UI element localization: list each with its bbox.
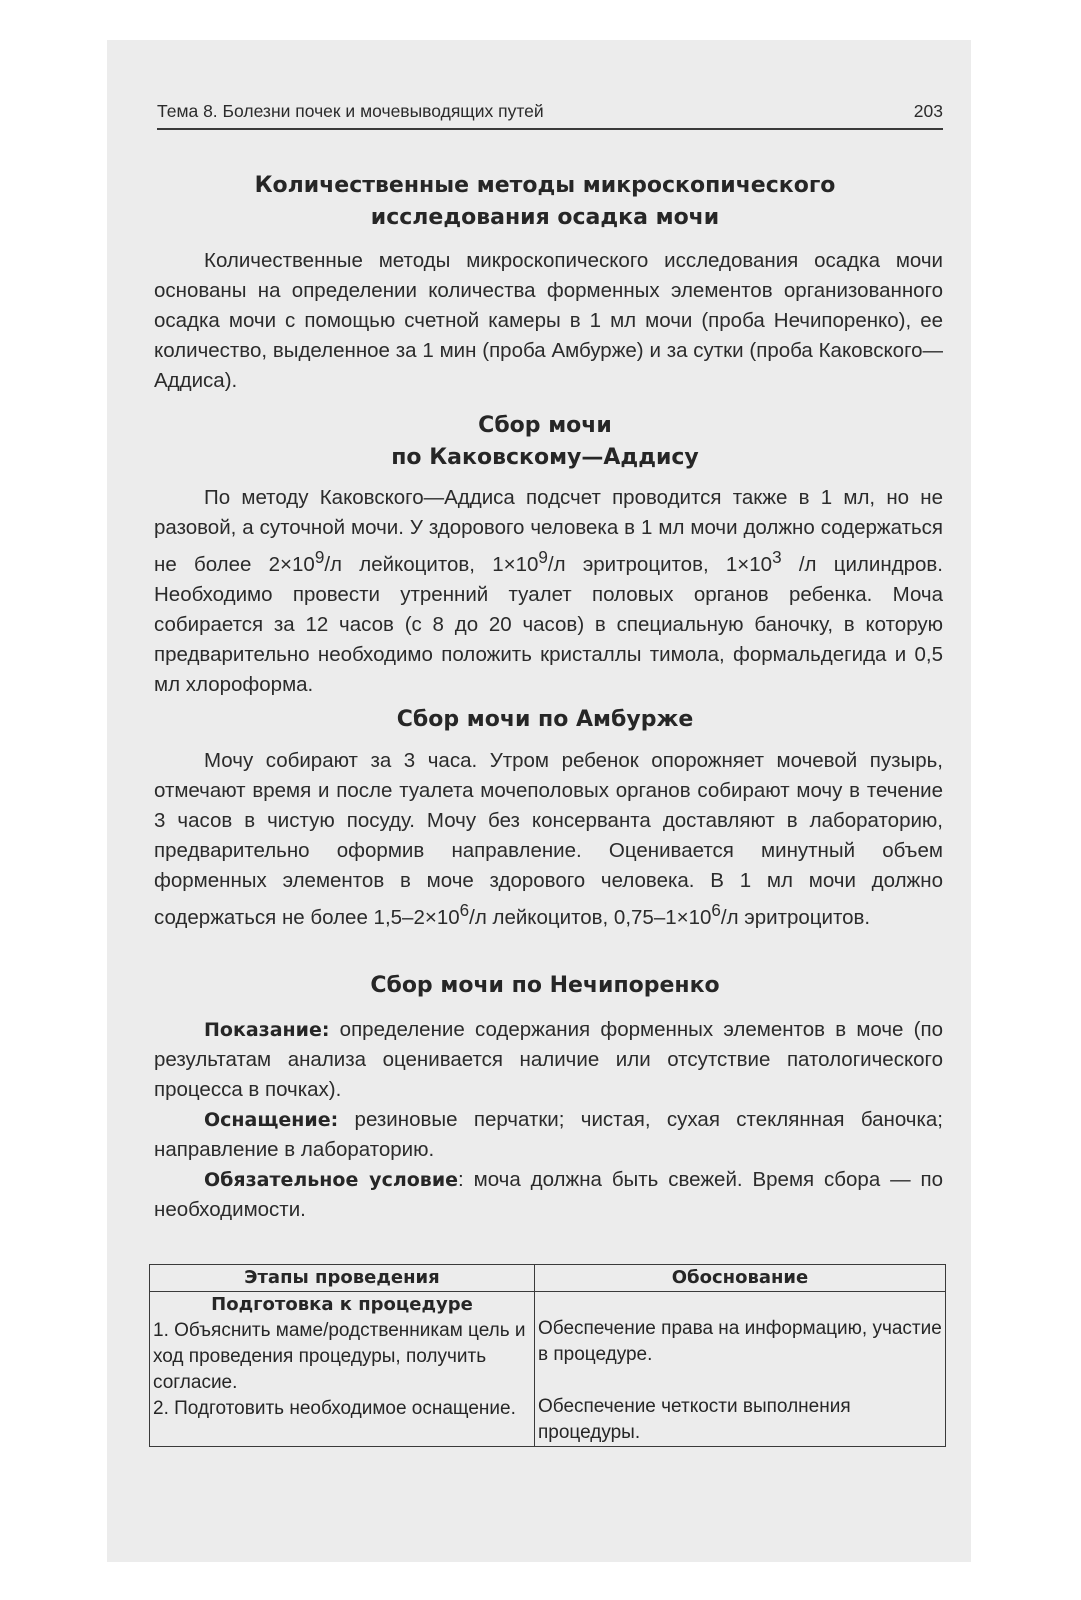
paragraph-quantitative-methods bbox=[154, 246, 943, 396]
header-title: Тема 8. Болезни почек и мочевыводящих путей bbox=[157, 101, 544, 121]
indication-label: Показание: bbox=[204, 1019, 330, 1041]
paragraph-text: Количественные методы микроскопического исследования осадка мочи основаны на определении количества форменных элементов организованного осадка мочи с помощью счетной камеры в 1 мл мочи (проба Нечипоренко), ее количество, выделенное за 1 мин (проба Амбурже) и за сутки (проба Каковского—Аддиса). bbox=[154, 249, 943, 392]
reason-2: Обеспечение четкости выполнения процедуры. bbox=[538, 1396, 851, 1443]
paragraph-text: определение содержания форменных элементов в моче (по результатам анализа оценивается наличие или отсутствие патологического процесса в почках). bbox=[154, 1018, 943, 1101]
paragraph-text: : моча должна быть свежей. Время сбора — по необходимости. bbox=[154, 1168, 943, 1221]
paragraph-amburger bbox=[154, 746, 943, 933]
page-number: 203 bbox=[913, 101, 943, 121]
paragraph-equipment bbox=[154, 1105, 943, 1165]
column-header-rationale: Обоснование bbox=[535, 1265, 946, 1292]
paragraph-text: /л лейкоцитов, 1×10 bbox=[324, 552, 539, 576]
heading-line: Количественные методы микроскопического bbox=[254, 173, 836, 198]
paragraph-text: /л цилиндров. Необходимо провести утренний туалет половых органов ребенка. Моча собирается за 12 часов (с 8 до 20 часов) в специальную баночку, в которую предварительно необходимо положить кристаллы тимола, формальдегида и 0,5 мл хлороформа. bbox=[154, 552, 943, 696]
section-heading-kakovsky-addis bbox=[147, 410, 943, 474]
superscript: 6 bbox=[459, 901, 470, 920]
heading-line: исследования осадка мочи bbox=[370, 205, 720, 230]
table-header-row bbox=[150, 1265, 946, 1292]
paragraph-text: резиновые перчатки; чистая, сухая стеклянная баночка; направление в лабораторию. bbox=[154, 1108, 943, 1161]
table-subheading: Подготовка к процедуре bbox=[211, 1294, 473, 1315]
condition-label: Обязательное условие bbox=[204, 1169, 459, 1191]
procedure-table bbox=[149, 1264, 946, 1447]
column-header-stages: Этапы проведения bbox=[150, 1265, 535, 1292]
paragraph-text: /л эритроцитов, 1×10 bbox=[547, 552, 773, 576]
step-2: 2. Подготовить необходимое оснащение. bbox=[153, 1398, 516, 1419]
reason-1: Обеспечение права на информацию, участие в процедуре. bbox=[538, 1318, 942, 1365]
superscript: 3 bbox=[772, 548, 782, 567]
table-row bbox=[150, 1292, 946, 1447]
section-heading-amburger bbox=[147, 704, 943, 736]
paragraph-text: /л эритроцитов. bbox=[720, 905, 871, 929]
section-heading-nechiporenko bbox=[147, 970, 943, 1002]
paragraph-condition bbox=[154, 1165, 943, 1225]
section-heading-quantitative-methods bbox=[147, 170, 943, 234]
paragraph-indication bbox=[154, 1015, 943, 1105]
paragraph-text: По методу Каковского—Аддиса подсчет проводится также в 1 мл, но не разовой, а суточной мочи. У здорового человека в 1 мл мочи должно содержаться не более 2×10 bbox=[154, 486, 943, 576]
superscript: 6 bbox=[711, 901, 721, 920]
paragraph-kakovsky-addis bbox=[154, 483, 943, 700]
running-header bbox=[157, 98, 943, 130]
heading-line: Сбор мочи по Амбурже bbox=[396, 707, 694, 732]
paragraph-text: Мочу собирают за 3 часа. Утром ребенок опорожняет мочевой пузырь, отмечают время и после туалета мочеполовых органов собирают мочу в течение 3 часов в чистую посуду. Мочу без консерванта доставляют в лабораторию, предварительно оформив направление. Оценивается минутный объем форменных элементов в моче здорового человека. В 1 мл мочи должно содержаться не более 1,5–2×10 bbox=[154, 749, 943, 929]
superscript: 9 bbox=[538, 548, 548, 567]
heading-line: Сбор мочи bbox=[478, 413, 612, 438]
table-cell-rationale bbox=[535, 1292, 946, 1447]
book-page bbox=[107, 40, 971, 1562]
heading-line: по Каковскому—Аддису bbox=[391, 445, 699, 470]
heading-line: Сбор мочи по Нечипоренко bbox=[370, 973, 720, 998]
paragraph-text: /л лейкоцитов, 0,75–1×10 bbox=[469, 905, 712, 929]
equipment-label: Оснащение: bbox=[204, 1109, 339, 1131]
table-cell-stages bbox=[150, 1292, 535, 1447]
superscript: 9 bbox=[314, 548, 325, 567]
step-1: 1. Объяснить маме/родственникам цель и ход проведения процедуры, получить согласие. bbox=[153, 1320, 526, 1393]
